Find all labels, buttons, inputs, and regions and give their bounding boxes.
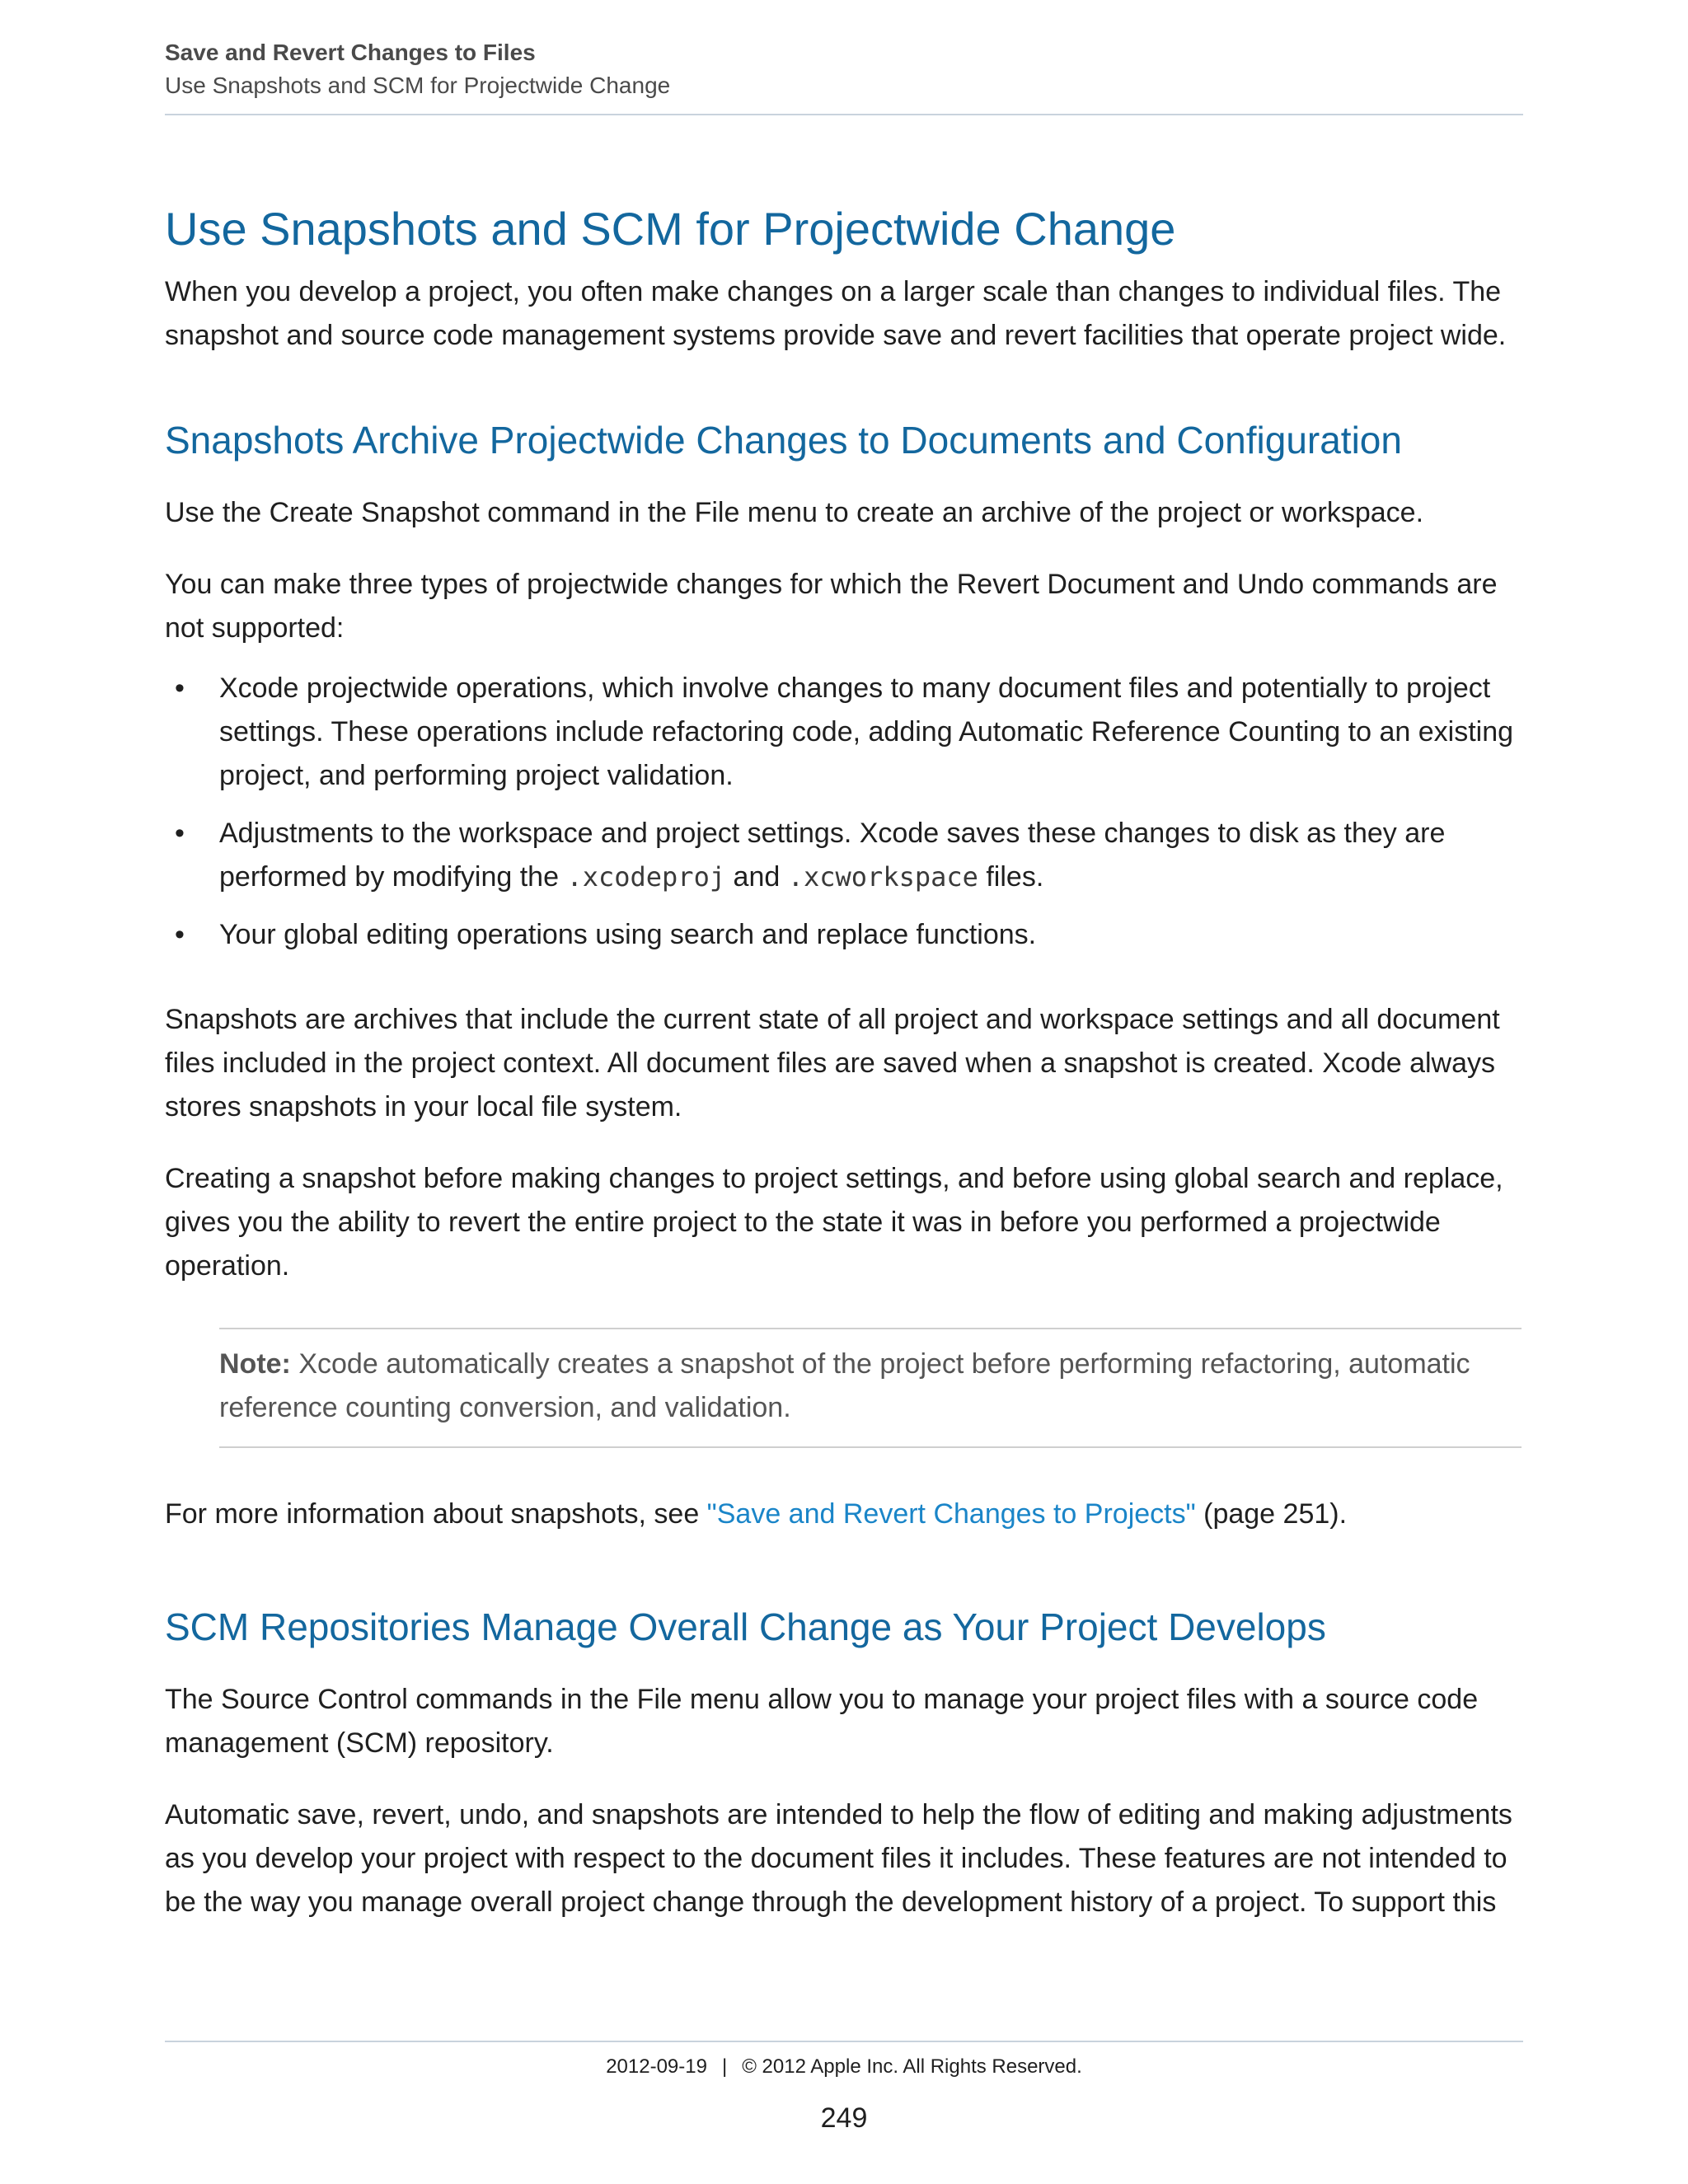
list-item <box>165 812 1523 899</box>
header-divider <box>165 114 1523 115</box>
running-header <box>165 36 1523 102</box>
footer-divider <box>165 2041 1523 2042</box>
section-heading-snapshots: Snapshots Archive Projectwide Changes to Documents and Configuration <box>165 419 1402 462</box>
footer-date: 2012-09-19 <box>606 2055 707 2078</box>
list-item <box>165 667 1523 798</box>
paragraph-snapshot-before-changes: Creating a snapshot before making changes to project settings, and before using global search and replace, gives you the ability to revert the entire project to the state it was in before you performed a projectwide operation. <box>165 1163 1503 1282</box>
paragraph-source-control: The Source Control commands in the File menu allow you to manage your project files with a source code management (SCM) repository. <box>165 1684 1479 1759</box>
list-item-text: Xcode projectwide operations, which involve changes to many document files and potentially to project settings. These operations include refactoring code, adding Automatic Reference Counting to an existing project, and performing project validation. <box>219 673 1514 791</box>
footer <box>165 2052 1523 2082</box>
list-item-text: Adjustments to the workspace and project settings. Xcode saves these changes to disk as they are performed by modifying the <box>219 818 1446 893</box>
intro-paragraph: When you develop a project, you often make changes on a larger scale than changes to individual files. The snapshot and source code management systems provide save and revert facilities that operate project wide. <box>165 276 1507 351</box>
running-header-chapter: Save and Revert Changes to Files <box>165 40 536 65</box>
running-header-section: Use Snapshots and SCM for Projectwide Change <box>165 73 671 98</box>
list-item-text: and <box>725 861 788 893</box>
bullet-icon: • <box>175 818 185 849</box>
code-xcodeproj: .xcodeproj <box>566 861 726 893</box>
bullet-icon: • <box>175 673 185 704</box>
code-xcworkspace: .xcworkspace <box>787 861 978 893</box>
paragraph-snapshot-archives: Snapshots are archives that include the current state of all project and workspace settings and all document files included in the project context. All document files are saved when a snapshot is created. Xcode always stores snapshots in your local file system. <box>165 1004 1500 1122</box>
paragraph-projectwide-changes: You can make three types of projectwide changes for which the Revert Document and Undo commands are not supported: <box>165 569 1498 644</box>
list-item <box>165 913 1523 957</box>
document-page <box>165 0 1523 2184</box>
footer-copyright: © 2012 Apple Inc. All Rights Reserved. <box>742 2055 1082 2078</box>
footer-separator: | <box>721 2055 728 2078</box>
note-text: Xcode automatically creates a snapshot of the project before performing refactoring, automatic reference counting conversion, and validation. <box>219 1348 1470 1423</box>
more-info-text: For more information about snapshots, see <box>165 1498 707 1530</box>
page-number: 249 <box>820 2102 868 2134</box>
section-heading-scm: SCM Repositories Manage Overall Change as Your Project Develops <box>165 1605 1326 1648</box>
paragraph-create-snapshot: Use the Create Snapshot command in the File menu to create an archive of the project or workspace. <box>165 497 1424 528</box>
link-save-revert-projects[interactable]: "Save and Revert Changes to Projects" <box>706 1498 1196 1530</box>
bullet-list <box>165 667 1523 957</box>
more-info-page-ref: (page 251). <box>1195 1498 1348 1530</box>
note-callout <box>219 1328 1522 1448</box>
page-title: Use Snapshots and SCM for Projectwide Change <box>165 203 1176 255</box>
paragraph-more-info <box>165 1493 1523 1536</box>
main-content <box>165 196 1523 1924</box>
list-item-text: Your global editing operations using search and replace functions. <box>219 919 1037 950</box>
bullet-icon: • <box>175 919 185 950</box>
paragraph-automatic-save: Automatic save, revert, undo, and snapshots are intended to help the flow of editing and making adjustments as you develop your project with respect to the document files it includes. These features are not intended to be the way you manage overall project change through the development history of a project. To support this <box>165 1799 1512 1918</box>
list-item-text: files. <box>978 861 1044 893</box>
note-label: Note: <box>219 1348 291 1380</box>
